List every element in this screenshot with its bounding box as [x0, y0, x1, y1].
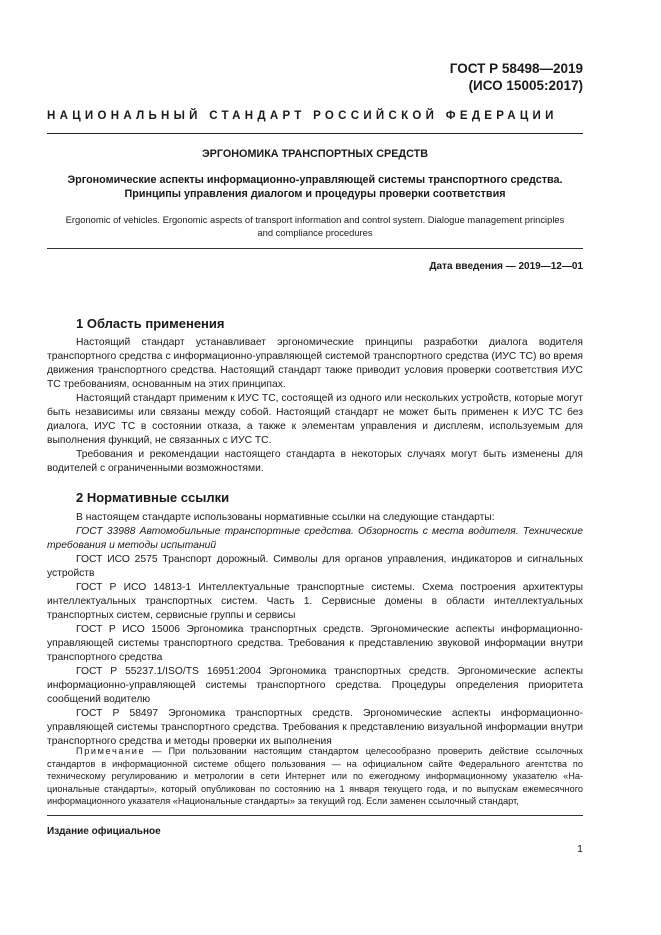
note-label: Примечание: [76, 746, 146, 756]
iso-code: (ИСО 15005:2017): [468, 78, 583, 93]
national-standard-banner: НАЦИОНАЛЬНЫЙ СТАНДАРТ РОССИЙСКОЙ ФЕДЕРАЦИИ: [47, 110, 558, 122]
title-rule: [47, 248, 583, 249]
section-1-body: [47, 336, 583, 476]
standard-code: ГОСТ Р 58498—2019: [449, 61, 583, 76]
footer-rule: [47, 815, 583, 816]
section-2-body: [47, 511, 583, 749]
reference-item: ГОСТ 33988 Автомобильные транспортные средства. Обзорность с места водителя. Технические требования и методы испытаний: [47, 526, 583, 551]
section-1-paragraph: Требования и рекомендации настоящего стандарта в некоторых случаях могут быть изменены для водителей с ограниченными возможностями.: [47, 449, 583, 474]
english-title-line-1: Ergonomic of vehicles. Ergonomic aspects of transport information and control system. Dialogue management principles: [65, 214, 565, 225]
section-1-heading: 1 Область применения: [76, 316, 225, 331]
section-1-paragraph: Настоящий стандарт устанавливает эргономические принципы разработки диалога водителя транспортного средства с информационно-управляющей системой транспортного средства (ИУС ТС) во время движения транспортного средства. Настоящий стандарт также приводит условия проверки соответствия ИУС ТС требованиям, основанным на этих принципах.: [47, 337, 583, 390]
introduction-date: Дата введения — 2019—12—01: [429, 261, 583, 272]
edition-label: Издание официальное: [47, 826, 161, 837]
reference-item: ГОСТ Р ИСО 14813-1 Интеллектуальные транспортные системы. Схема построения архитектуры интеллектуальных транспортных систем. Часть 1. Сервисные домены в области интеллектуальных транспортных систем, сервисные группы и сервисы: [47, 582, 583, 621]
page-number: 1: [577, 843, 583, 855]
reference-item: ГОСТ Р ИСО 15006 Эргономика транспортных средств. Эргономические аспекты информационно-управляющей системы транспортного средства. Требования к представлению звуковой информации внутри транспортного средства: [47, 624, 583, 663]
top-rule: [47, 133, 583, 134]
reference-note: [47, 745, 583, 808]
reference-item: ГОСТ Р 58497 Эргономика транспортных средств. Эргономические аспекты информационно-управляющей системы транспортного средства. Требования к представлению визуальной информации внутри транспортного средства и методы проверки их выполнения: [47, 708, 583, 747]
reference-item: ГОСТ ИСО 2575 Транспорт дорожный. Символы для органов управления, индикаторов и сигнальных устройств: [47, 554, 583, 579]
reference-item: ГОСТ Р 55237.1/ISO/TS 16951:2004 Эргономика транспортных средств. Эргономические аспекты информационно-управляющей системы транспортного средства. Процедуры определения приоритета сообщений водителю: [47, 666, 583, 705]
document-subtitle: [47, 173, 583, 201]
section-1-paragraph: Настоящий стандарт применим к ИУС ТС, состоящей из одного или нескольких устройств, которые могут быть независимы или связаны между собой. Настоящий стандарт не может быть применен к ИУС ТС без диалога, ИУС ТС в состоянии отказа, а также к элементам управления и дисплеям, используемым для выполнения функций, не связанных с ИУС ТС.: [47, 393, 583, 446]
note-text: — При пользовании настоящим стандартом целесообразно проверить действие ссылочных стандартов в информационной системе общего пользования — на официальном сайте Федерального агентства по техническому регулированию и метрологии в сети Интернет или по ежегодному информационному указателю «Национальные стандарты», который опубликован по состоянию на 1 января текущего года, и по выпускам ежемесячного информационного указателя «Национальные стандарты» за текущий год. Если заменен ссылочный стандарт,: [47, 746, 583, 807]
subtitle-line-1: Эргономические аспекты информационно-управляющей системы транспортного средства.: [67, 174, 563, 186]
subtitle-line-2: Принципы управления диалогом и процедуры проверки соответствия: [124, 188, 506, 200]
section-2-heading: 2 Нормативные ссылки: [76, 490, 230, 505]
section-2-intro: В настоящем стандарте использованы нормативные ссылки на следующие стандарты:: [76, 512, 495, 523]
english-title: [47, 213, 583, 239]
english-title-line-2: and compliance procedures: [257, 227, 373, 238]
document-title: ЭРГОНОМИКА ТРАНСПОРТНЫХ СРЕДСТВ: [201, 148, 429, 160]
